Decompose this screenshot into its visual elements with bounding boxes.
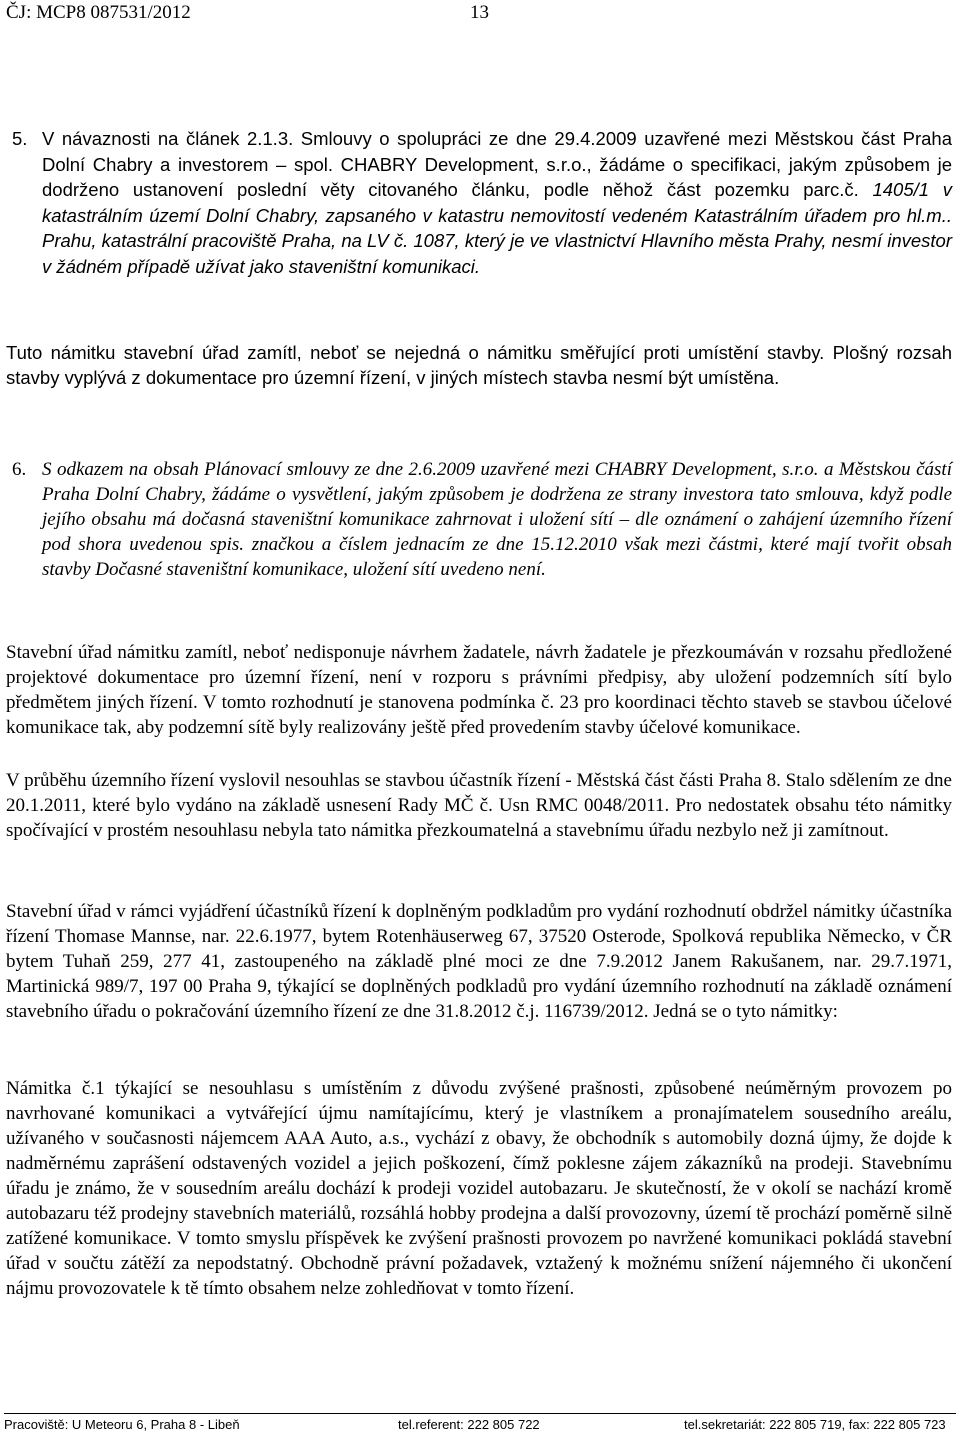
objection-item-5 <box>12 126 952 279</box>
footer-tel-referent: tel.referent: 222 805 722 <box>398 1417 540 1432</box>
rejection-paragraph-2a: Stavební úřad námitku zamítl, neboť nedisponuje návrhem žadatele, návrh žadatele je přezkoumáván v rozsahu předložené projektové dokumentace pro územní řízení, není v rozporu s právními předpisy, aby uložení podzemních sítí bylo předmětem jiných řízení. V tomto rozhodnutí je stanovena podmínka č. 23 pro koordinaci těchto staveb se stavbou účelové komunikace tak, aby podzemní sítě byly realizovány ještě před provedením stavby účelové komunikace. <box>6 642 952 738</box>
objection-item-6 <box>12 457 952 582</box>
item-number: 5. <box>12 128 28 149</box>
rejection-paragraph-1: Tuto námitku stavební úřad zamítl, neboť se nejedná o námitku směřující proti umístění stavby. Plošný rozsah stavby vyplývá z dokumentace pro územní řízení, v jiných místech stavba nesmí být umístěna. <box>6 342 952 388</box>
item-text: S odkazem na obsah Plánovací smlouvy ze dne 2.6.2009 uzavřené mezi CHABRY Development, s.r.o. a Městskou částí Praha Dolní Chabry, žádáme o vysvětlení, jakým způsobem je dodržena ze strany investora tato smlouva, když podle jejího obsahu má dočasná staveništní komunikace zahrnovat i uložení sítí – dle oznámení o zahájení územního řízení pod shora uvedenou spis. značkou a číslem jednacím ze dne 15.12.2010 však mezi částmi, které mají tvořit obsah stavby Dočasné staveništní komunikace, uložení sítí uvedeno není. <box>42 459 952 580</box>
item-text-normal: V návaznosti na článek 2.1.3. Smlouvy o spolupráci ze dne 29.4.2009 uzavřené mezi Městskou část Praha Dolní Chabry a investorem – spol. CHABRY Development, s.r.o., žádáme o specifikaci, jakým způsobem je dodrženo ustanovení poslední věty citovaného článku, podle něhož část pozemku parc.č. <box>42 128 952 200</box>
objection-1-paragraph: Námitka č.1 týkající se nesouhlasu s umístěním z důvodu zvýšené prašnosti, způsobené neúměrným provozem po navrhované komunikaci a vytvářející újmu namítajícímu, který je vlastníkem a pronajímatelem sousedního areálu, užívaného v současnosti nájemcem AAA Auto, a.s., vychází z obavy, že obchodník s automobily dozná újmy, že dojde k nadměrnému zaprášení odstavených vozidel a jejich poškození, čímž poklesne zájem zákazníků na prodeji. Stavebnímu úřadu je známo, že v sousedním areálu dochází k prodeji vozidel autobazaru. Je skutečností, že v okolí se nachází kromě autobazaru též prodejny stavebních materiálů, rozsáhlá hobby prodejna a další provozovny, území tě prochází poměrně silně zatížené komunikace. V tomto smyslu příspěvek ke zvýšení prašnosti provozem po navržené komunikaci pokládá stavební úřad v součtu zátěží za nepodstatný. Obchodně právní požadavek, vztažený k možnému snížení nájemného či ukončení nájmu provozovatele k tě tímto obsahem nelze zohledňovat v tomto řízení. <box>6 1078 952 1299</box>
footer-workplace: Pracoviště: U Meteoru 6, Praha 8 - Libeň <box>4 1417 240 1432</box>
objection-intro-paragraph: Stavební úřad v rámci vyjádření účastníků řízení k doplněným podkladům pro vydání rozhodnutí obdržel námitky účastníka řízení Thomase Mannse, nar. 22.6.1977, bytem Rotenhäuserweg 67, 37520 Osterode, Spolková republika Německo, v ČR bytem Tuhaň 259, 277 41, zastoupeného na základě plné moci ze dne 7.9.2012 Janem Rakušanem, nar. 29.7.1971, Martinická 989/7, 197 00 Praha 9, týkající se doplněných podkladů pro vydání územního rozhodnutí na základě oznámení stavebního úřadu o pokračování územního řízení ze dne 31.8.2012 č.j. 116739/2012. Jedná se o tyto námitky: <box>6 901 952 1022</box>
footer-tel-secretariat: tel.sekretariát: 222 805 719, fax: 222 805 723 <box>684 1417 946 1432</box>
rejection-paragraph-2b: V průběhu územního řízení vyslovil nesouhlas se stavbou účastník řízení - Městská část části Praha 8. Stalo sdělením ze dne 20.1.2011, které bylo vydáno na základě usnesení Rady MČ č. Usn RMC 0048/2011. Pro nedostatek obsahu této námitky spočívající v prostém nesouhlasu nebyla tato námitka přezkoumatelná a stavebnímu úřadu nezbylo než ji zamítnout. <box>6 770 952 841</box>
document-reference: ČJ: MCP8 087531/2012 <box>6 2 191 23</box>
item-text-italic: 1405/1 v katastrálním území Dolní Chabry, zapsaného v katastru nemovitostí vedeném Katastrálním úřadem pro hl.m.. Prahu, katastrální pracoviště Praha, na LV č. 1087, který je ve vlastnictví Hlavního města Prahy, nesmí investor v žádném případě užívat jako staveništní komunikaci. <box>42 179 952 277</box>
footer-divider <box>4 1413 956 1414</box>
item-number: 6. <box>12 459 27 480</box>
page-number: 13 <box>470 2 489 23</box>
